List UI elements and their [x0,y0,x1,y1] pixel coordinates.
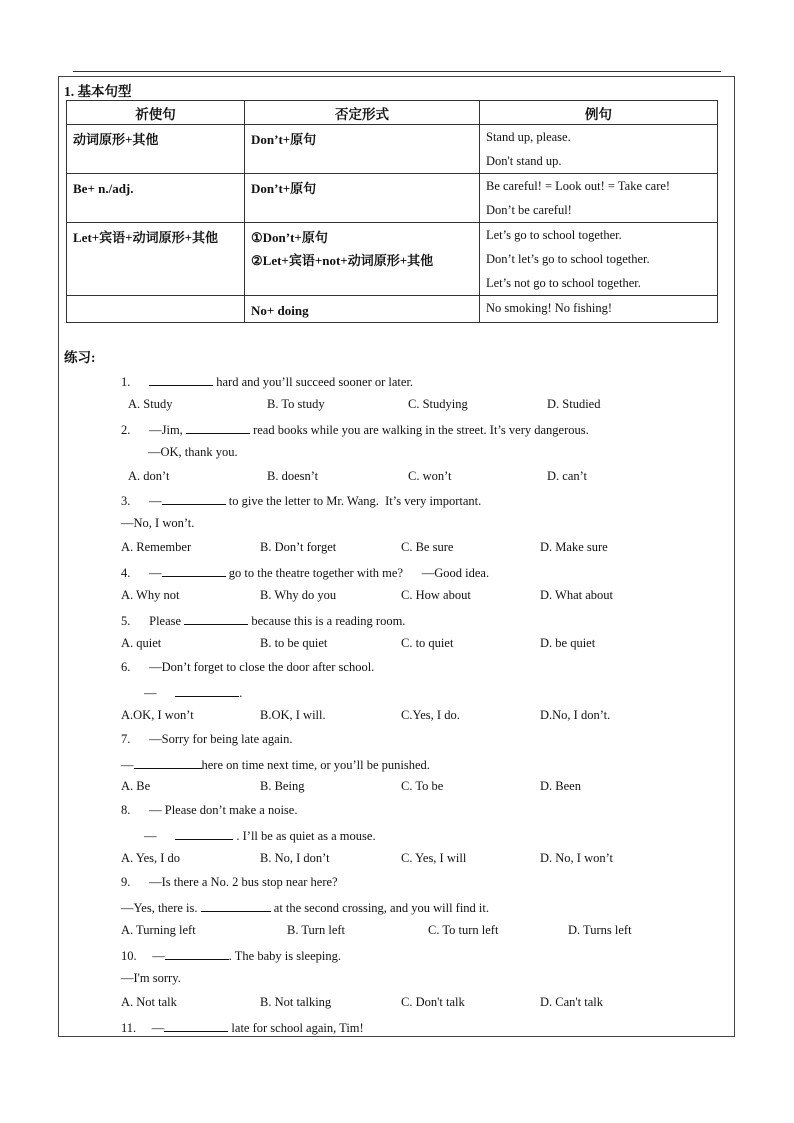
answer-blank [201,899,271,912]
cell-text: Be+ n./adj. [73,181,134,196]
cell-text: Don’t+原句 [251,132,317,147]
question-line [121,875,338,890]
answer-option: C. Studying [408,397,468,411]
question-line [144,827,376,844]
cell-text: Let’s not go to school together. [486,276,641,290]
question-text: —No, I won’t. [121,516,195,530]
question-line [121,421,589,438]
question-text: hard and you’ll succeed sooner or later. [213,375,414,389]
question-text: 6. —Don’t forget to close the door after school. [121,660,375,674]
answer-blank [149,373,213,386]
answer-option: C. Don't talk [401,995,465,1009]
question-line [121,1019,364,1036]
question-text: 3. — [121,494,162,508]
cell-text: Don't stand up. [486,154,562,168]
cell-text: Stand up, please. [486,130,571,144]
answer-option: D. Studied [547,397,601,411]
answer-option: A. Remember [121,540,192,554]
answer-option: C.Yes, I do. [401,708,460,722]
answer-option: B. Turn left [287,923,346,937]
table-row [67,125,718,174]
answer-option: C. won’t [408,469,452,483]
question-text: read books while you are walking in the street. It’s very dangerous. [249,423,589,437]
question-line [121,947,341,964]
example-cell [480,223,718,296]
answer-blank [162,564,226,577]
section-heading: 1. 基本句型 [64,84,132,99]
question-text: —Yes, there is. [121,901,201,915]
answer-blank [184,612,248,625]
header-rule [73,71,721,72]
answer-option: D.No, I don’t. [540,708,611,722]
answer-option: B. doesn’t [267,469,319,483]
answer-option: D. No, I won’t [540,851,614,865]
pattern-cell [67,223,245,296]
question-line [121,612,405,629]
cell-text: Be careful! = Look out! = Take care! [486,179,671,193]
pattern-cell [67,125,245,174]
answer-option: D. be quiet [540,636,596,650]
answer-blank [165,947,229,960]
answer-option: A. quiet [121,636,162,650]
question-text: 10. — [121,949,165,963]
question-text: 8. — Please don’t make a noise. [121,803,298,817]
cell-text: ②Let+宾语+not+动词原形+其他 [251,253,434,268]
question-text: here on time next time, or you’ll be punished. [201,758,430,772]
answer-option: C. to quiet [401,636,454,650]
cell-text: Let’s go to school together. [486,228,622,242]
question-line [121,373,413,390]
answer-option: D. can’t [547,469,588,483]
table-row [67,223,718,296]
answer-blank [134,756,202,769]
question-text: . I’ll be as quiet as a mouse. [233,829,376,843]
question-line [121,899,489,916]
answer-option: A.OK, I won’t [121,708,194,722]
cell-text: Let+宾语+动词原形+其他 [73,230,218,245]
answer-option: A. Yes, I do [121,851,181,865]
answer-option: C. To be [401,779,444,793]
pattern-cell [67,174,245,223]
answer-option: A. Study [128,397,173,411]
question-line [148,445,238,460]
column-header: 例句 [480,101,718,125]
example-cell [480,125,718,174]
question-text: 4. — [121,566,162,580]
answer-option: D. Make sure [540,540,608,554]
cell-text: No smoking! No fishing! [486,301,613,315]
question-line [121,564,489,581]
answer-blank [162,492,226,505]
question-line [144,684,242,701]
negative-form-cell [245,125,480,174]
answer-option: C. Be sure [401,540,454,554]
question-text: 5. Please [121,614,185,628]
question-text: . [239,686,243,700]
answer-option: D. What about [540,588,614,602]
question-line [121,971,181,986]
question-text: 11. — [121,1021,165,1035]
question-text: 7. —Sorry for being late again. [121,732,293,746]
question-text: —I'm sorry. [121,971,181,985]
question-text: to give the letter to Mr. Wang. It’s very important. [225,494,482,508]
column-header: 否定形式 [245,101,480,125]
answer-blank [175,684,239,697]
answer-option: C. Yes, I will [401,851,467,865]
cell-text: Don’t+原句 [251,181,317,196]
answer-option: B. No, I don’t [260,851,330,865]
question-line [121,516,194,531]
answer-option: B. To study [267,397,325,411]
question-line [121,803,297,818]
question-line [121,492,481,509]
answer-blank [164,1019,228,1032]
question-line [121,732,292,747]
question-text: 1. [121,375,150,389]
answer-option: A. Why not [121,588,180,602]
table-header-row [67,101,718,125]
negative-form-cell [245,296,480,323]
example-cell [480,174,718,223]
cell-text: No+ doing [251,303,309,318]
question-text: — [121,758,134,772]
answer-blank [186,421,250,434]
answer-option: A. Be [121,779,151,793]
question-line [121,756,430,773]
cell-text: Don’t let’s go to school together. [486,252,650,266]
cell-text: Don’t be careful! [486,203,572,217]
answer-option: B. Not talking [260,995,332,1009]
answer-option: B. Don’t forget [260,540,337,554]
question-text: . The baby is sleeping. [228,949,341,963]
negative-form-cell [245,223,480,296]
answer-option: D. Turns left [568,923,632,937]
answer-option: A. Turning left [121,923,196,937]
question-text: 9. —Is there a No. 2 bus stop near here? [121,875,338,889]
imperative-pattern-table [66,100,718,323]
answer-option: A. Not talk [121,995,177,1009]
table-row [67,174,718,223]
answer-option: B. Being [260,779,305,793]
answer-blank [175,827,233,840]
question-text: late for school again, Tim! [228,1021,364,1035]
column-header: 祈使句 [67,101,245,125]
question-text: 2. —Jim, [121,423,186,437]
answer-option: C. To turn left [428,923,499,937]
cell-text: 动词原形+其他 [73,132,159,147]
question-text: because this is a reading room. [248,614,406,628]
question-text: —OK, thank you. [148,445,238,459]
question-text: — [144,686,176,700]
cell-text: ①Don’t+原句 [251,230,328,245]
table-row [67,296,718,323]
practice-title: 练习: [64,350,96,365]
question-text: go to the theatre together with me? —Good idea. [225,566,490,580]
example-cell [480,296,718,323]
answer-option: C. How about [401,588,471,602]
negative-form-cell [245,174,480,223]
answer-option: B. Why do you [260,588,337,602]
answer-option: B.OK, I will. [260,708,326,722]
question-line [121,660,374,675]
question-text: at the second crossing, and you will find it. [270,901,490,915]
question-text: — [144,829,176,843]
answer-option: D. Can't talk [540,995,604,1009]
answer-option: A. don’t [128,469,170,483]
answer-option: D. Been [540,779,581,793]
pattern-cell [67,296,245,323]
answer-option: B. to be quiet [260,636,328,650]
